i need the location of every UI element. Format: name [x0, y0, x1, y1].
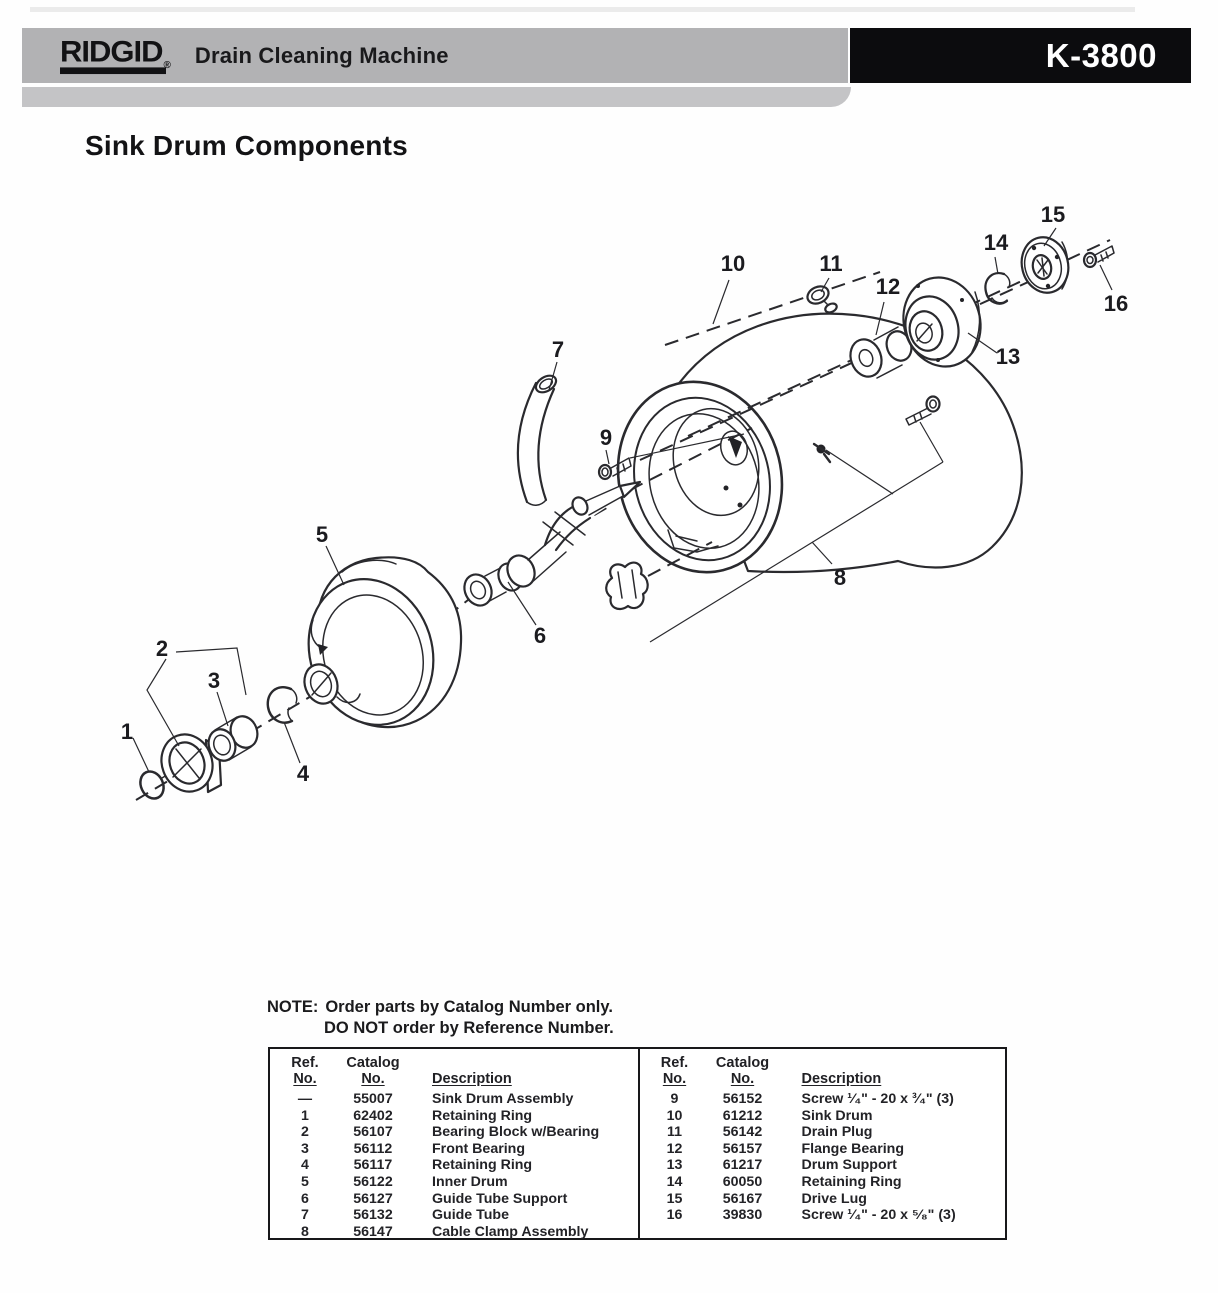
description: Retaining Ring	[801, 1173, 902, 1190]
note-line1: Order parts by Catalog Number only.	[325, 998, 613, 1016]
callout-12: 12	[875, 274, 901, 299]
catalog-no: 39830	[722, 1207, 763, 1224]
description: Retaining Ring	[432, 1157, 533, 1174]
ref-no: 9	[670, 1091, 679, 1107]
table-row	[282, 1191, 638, 1208]
header-bar	[22, 28, 848, 83]
description: Guide Tube	[432, 1207, 509, 1224]
callout-2: 2	[155, 636, 169, 661]
table-row	[652, 1207, 1006, 1224]
note-line2: DO NOT order by Reference Number.	[324, 1019, 614, 1037]
col-catalog-line1: Catalog	[715, 1055, 770, 1071]
catalog-no: 56117	[353, 1157, 393, 1174]
ref-no: 13	[666, 1157, 683, 1174]
callout-7: 7	[551, 337, 565, 362]
cable-clamp-part	[606, 563, 647, 609]
inner-drum-part	[290, 557, 461, 741]
model-badge	[850, 28, 1191, 83]
page-title: Sink Drum Components	[85, 130, 408, 161]
ref-no: 4	[301, 1157, 309, 1174]
ref-no: 10	[666, 1107, 683, 1124]
ridgid-logo	[60, 34, 173, 75]
ref-no: 11	[667, 1124, 682, 1141]
table-row	[282, 1108, 638, 1125]
front-bearing-part	[204, 713, 261, 765]
note-prefix: NOTE:	[267, 998, 319, 1016]
table-row	[652, 1157, 1006, 1174]
header-accent-bar	[22, 87, 851, 107]
description: Flange Bearing	[801, 1140, 904, 1157]
ref-no: 7	[301, 1207, 309, 1224]
col-description: Description	[432, 1071, 512, 1087]
callout-16: 16	[1103, 291, 1129, 316]
ref-no: 6	[301, 1190, 309, 1207]
catalog-no: 55007	[353, 1091, 393, 1107]
description: Retaining Ring	[432, 1107, 533, 1124]
catalog-no: 56122	[353, 1173, 393, 1190]
ref-no: 1	[301, 1107, 309, 1124]
catalog-no: 56132	[353, 1207, 393, 1224]
table-row	[282, 1174, 638, 1191]
registered-mark: ®	[163, 59, 171, 71]
exploded-diagram	[0, 185, 1218, 1000]
callout-10: 10	[720, 251, 746, 276]
col-catalog-line1: Catalog	[346, 1055, 400, 1071]
col-ref-line1: Ref.	[660, 1055, 689, 1071]
description: Drum Support	[801, 1157, 897, 1174]
table-row	[652, 1091, 1006, 1108]
table-row	[652, 1191, 1006, 1208]
catalog-no: 56107	[353, 1124, 393, 1141]
description: Cable Clamp Assembly	[432, 1223, 589, 1240]
order-note	[267, 997, 614, 1039]
retaining-ring-4-part	[268, 687, 297, 722]
callout-9: 9	[599, 425, 613, 450]
machine-type-label: Drain Cleaning Machine	[194, 42, 449, 68]
description: Screw ¹⁄₄" - 20 x ⁵⁄₈" (3)	[801, 1207, 956, 1224]
parts-table-left	[270, 1049, 638, 1238]
description: Drive Lug	[801, 1190, 867, 1207]
table-row	[282, 1157, 638, 1174]
model-number: K-3800	[1045, 36, 1157, 74]
callout-3: 3	[207, 668, 221, 693]
col-ref-line1: Ref.	[291, 1055, 319, 1071]
callout-5: 5	[315, 522, 329, 547]
ref-no: —	[297, 1091, 313, 1107]
ref-no: 14	[666, 1173, 683, 1190]
description: Front Bearing	[432, 1140, 526, 1157]
table-row	[282, 1207, 638, 1224]
description: Bearing Block w/Bearing	[432, 1124, 600, 1141]
table-row	[282, 1141, 638, 1158]
col-ref-line2: No.	[293, 1071, 317, 1087]
description: Inner Drum	[432, 1173, 508, 1190]
catalog-no: 61217	[722, 1157, 763, 1174]
callout-15: 15	[1040, 202, 1066, 227]
catalog-no: 56152	[722, 1091, 763, 1107]
description: Sink Drum	[801, 1107, 873, 1124]
ref-no: 8	[301, 1223, 309, 1240]
table-header	[652, 1055, 1006, 1087]
col-ref-line2: No.	[662, 1071, 687, 1087]
catalog-no: 62402	[353, 1107, 393, 1124]
callout-11: 11	[819, 251, 843, 276]
ref-no: 15	[666, 1190, 683, 1207]
col-catalog-line2: No.	[730, 1071, 755, 1087]
guide-tube-part	[518, 372, 559, 505]
catalog-no: 61212	[722, 1107, 763, 1124]
catalog-no: 56167	[722, 1190, 763, 1207]
retaining-ring-14-part	[985, 273, 1009, 303]
callout-14: 14	[983, 230, 1009, 255]
callout-13: 13	[995, 344, 1021, 369]
drive-lug-part	[1016, 232, 1074, 297]
ref-no: 5	[301, 1173, 309, 1190]
callout-8: 8	[833, 565, 847, 590]
ref-no: 2	[301, 1124, 309, 1141]
catalog-no: 56147	[353, 1223, 393, 1240]
description: Screw ¹⁄₄" - 20 x ³⁄₄" (3)	[801, 1091, 954, 1107]
parts-table-right	[638, 1049, 1006, 1238]
description: Sink Drum Assembly	[432, 1091, 574, 1107]
table-row	[282, 1224, 638, 1241]
table-row	[652, 1174, 1006, 1191]
ref-no: 16	[666, 1207, 683, 1224]
table-row	[652, 1108, 1006, 1125]
ref-no: 3	[301, 1140, 309, 1157]
col-catalog-line2: No.	[361, 1071, 385, 1087]
catalog-no: 60050	[722, 1173, 763, 1190]
catalog-no: 56127	[353, 1190, 393, 1207]
callout-6: 6	[533, 623, 547, 648]
parts-table	[268, 1047, 1007, 1240]
table-row	[282, 1124, 638, 1141]
col-description: Description	[801, 1071, 882, 1087]
scan-artifact-line	[30, 7, 1135, 12]
catalog-no: 56142	[722, 1124, 763, 1141]
description: Drain Plug	[801, 1124, 873, 1141]
description: Guide Tube Support	[432, 1190, 568, 1207]
callout-1: 1	[120, 719, 134, 744]
callout-4: 4	[296, 761, 310, 786]
catalog-no: 56112	[353, 1140, 393, 1157]
table-row	[652, 1124, 1006, 1141]
table-row	[652, 1141, 1006, 1158]
ref-no: 12	[666, 1140, 683, 1157]
table-row	[282, 1091, 638, 1108]
ridgid-logo-text: RIDGID	[60, 37, 166, 73]
catalog-no: 56157	[722, 1140, 763, 1157]
table-header	[282, 1055, 638, 1087]
